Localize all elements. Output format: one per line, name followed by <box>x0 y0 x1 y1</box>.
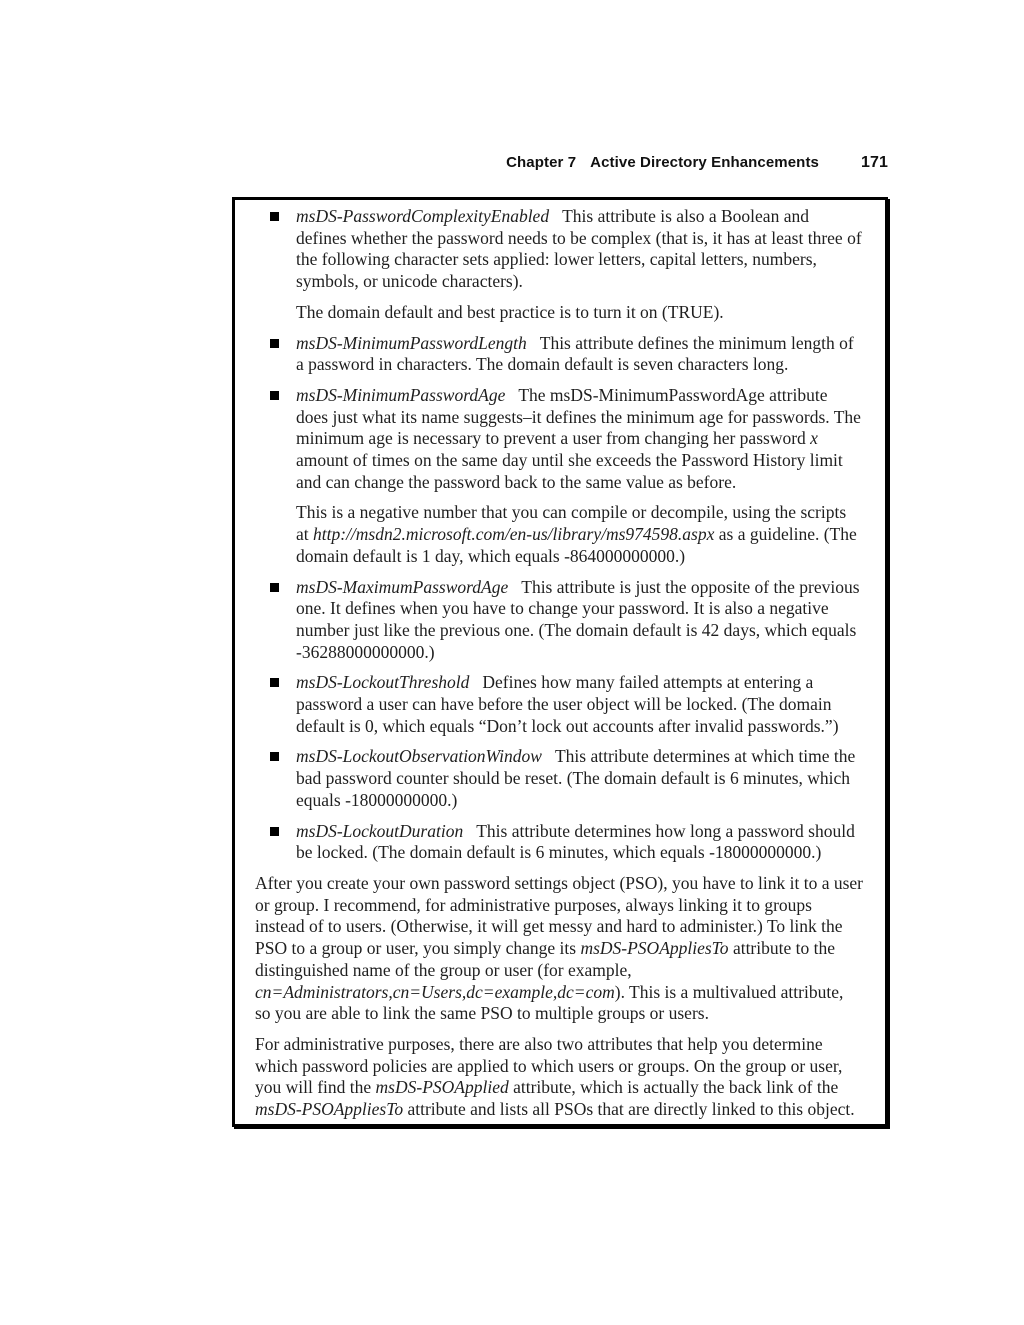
attribute-description <box>296 821 863 864</box>
attribute-description <box>296 672 863 737</box>
attribute-name-inline: msDS-PSOAppliesTo <box>255 1099 404 1120</box>
list-item-minimum-password-length <box>270 333 863 376</box>
running-header <box>232 154 888 172</box>
attribute-description <box>296 206 863 293</box>
attribute-name: msDS-LockoutObservationWindow <box>296 746 542 767</box>
attribute-note <box>296 302 863 324</box>
msdn-url-text: http://msdn2.microsoft.com/en-us/library/ms974598.aspx <box>313 524 715 545</box>
paragraph-pso-linking <box>255 873 863 1025</box>
bullet-square-icon <box>270 212 279 221</box>
attribute-name-inline: msDS-PSOAppliesTo <box>580 938 729 959</box>
paragraph-text: For administrative purposes, there are also two attributes that help you determine which password policies are applied to which users or groups. On the group or user, you will find the <box>255 1033 843 1098</box>
list-item-text <box>296 672 863 737</box>
description-text: The msDS-MinimumPasswordAge attribute does just what its name suggests–it defines the minimum age for passwords. The minimum age is necessary to prevent a user from changing her password <box>296 384 861 449</box>
paragraph-text: attribute and lists all PSOs that are directly linked to this object. <box>403 1099 855 1120</box>
note-text: as a guideline. (The domain default is 1 day, which equals -864000000000.) <box>296 524 857 566</box>
description-text: This attribute is also a Boolean and defines whether the password needs to be complex (that is, it has at least three of the following character sets applied: lower letters, capital letters, numbers, symbols, or unicode characters). <box>296 206 862 292</box>
description-text: Defines how many failed attempts at entering a password a user can have before the user object will be locked. (The domain default is 0, which equals “Don’t lock out accounts after invalid passwords.”) <box>296 672 839 736</box>
list-item-password-complexity <box>270 206 863 324</box>
chapter-title: Active Directory Enhancements <box>590 154 819 171</box>
list-item-lockout-duration <box>270 821 863 864</box>
list-item-lockout-threshold <box>270 672 863 737</box>
chapter-label: Chapter 7 <box>506 154 577 171</box>
attribute-description <box>296 577 863 664</box>
bullet-square-icon <box>270 827 279 836</box>
attribute-name: msDS-LockoutDuration <box>296 820 464 841</box>
list-item-text <box>296 746 863 811</box>
attribute-name: msDS-MinimumPasswordAge <box>296 384 506 405</box>
attribute-description <box>296 333 863 376</box>
description-text: This attribute defines the minimum length of a password in characters. The domain default is seven characters long. <box>296 332 854 375</box>
paragraph-text: ). This is a multivalued attribute, so you are able to link the same PSO to multiple groups or users. <box>255 981 844 1024</box>
list-item-text <box>296 821 863 864</box>
bullet-square-icon <box>270 583 279 592</box>
bullet-square-icon <box>270 391 279 400</box>
list-item-maximum-password-age <box>270 577 863 664</box>
page-number: 171 <box>861 154 888 171</box>
closing-paragraphs <box>255 873 863 1121</box>
list-item-minimum-password-age <box>270 385 863 568</box>
attribute-description <box>296 746 863 811</box>
list-item-text <box>296 385 863 568</box>
attribute-name: msDS-MaximumPasswordAge <box>296 576 509 597</box>
paragraph-text: attribute to the distinguished name of the group or user (for example, <box>255 938 835 980</box>
bullet-square-icon <box>270 339 279 348</box>
variable-x: x <box>810 428 818 449</box>
description-text: amount of times on the same day until she exceeds the Password History limit and can change the password back to the same value as before. <box>296 450 843 492</box>
note-text: The domain default and best practice is to turn it on (TRUE). <box>296 301 724 322</box>
attribute-name: msDS-LockoutThreshold <box>296 672 470 693</box>
attribute-note <box>296 502 863 567</box>
list-item-text <box>296 333 863 376</box>
attribute-name-inline: msDS-PSOApplied <box>375 1077 509 1098</box>
distinguished-name-example: cn=Administrators,cn=Users,dc=example,dc=com <box>255 981 615 1002</box>
description-text: This attribute determines at which time the bad password counter should be reset. (The domain default is 6 minutes, which equals -18000000000.) <box>296 746 856 810</box>
paragraph-pso-applied <box>255 1034 863 1121</box>
note-text: This is a negative number that you can compile or decompile, using the scripts at <box>296 502 847 545</box>
bullet-square-icon <box>270 678 279 687</box>
attribute-name: msDS-PasswordComplexityEnabled <box>296 206 550 226</box>
attribute-name: msDS-MinimumPasswordLength <box>296 332 527 353</box>
list-item-text <box>296 206 863 324</box>
description-text: This attribute is just the opposite of the previous one. It defines when you have to change your password. It is also a negative number just like the previous one. (The domain default is 42 days, which equals -36288000000000.) <box>296 576 860 662</box>
list-item-text <box>296 577 863 664</box>
attribute-description <box>296 385 863 494</box>
list-item-lockout-observation-window <box>270 746 863 811</box>
description-text: This attribute determines how long a password should be locked. (The domain default is 6 minutes, which equals -18000000000.) <box>296 820 855 863</box>
bullet-square-icon <box>270 752 279 761</box>
attribute-list-box <box>232 197 888 1127</box>
paragraph-text: After you create your own password settings object (PSO), you have to link it to a user or group. I recommend, for administrative purposes, always linking it to groups instead of to users. (Otherwise, it will get messy and hard to administer.) To link the PSO to a group or user, you simply change its <box>255 872 863 959</box>
paragraph-text: attribute, which is actually the back link of the <box>508 1077 839 1098</box>
